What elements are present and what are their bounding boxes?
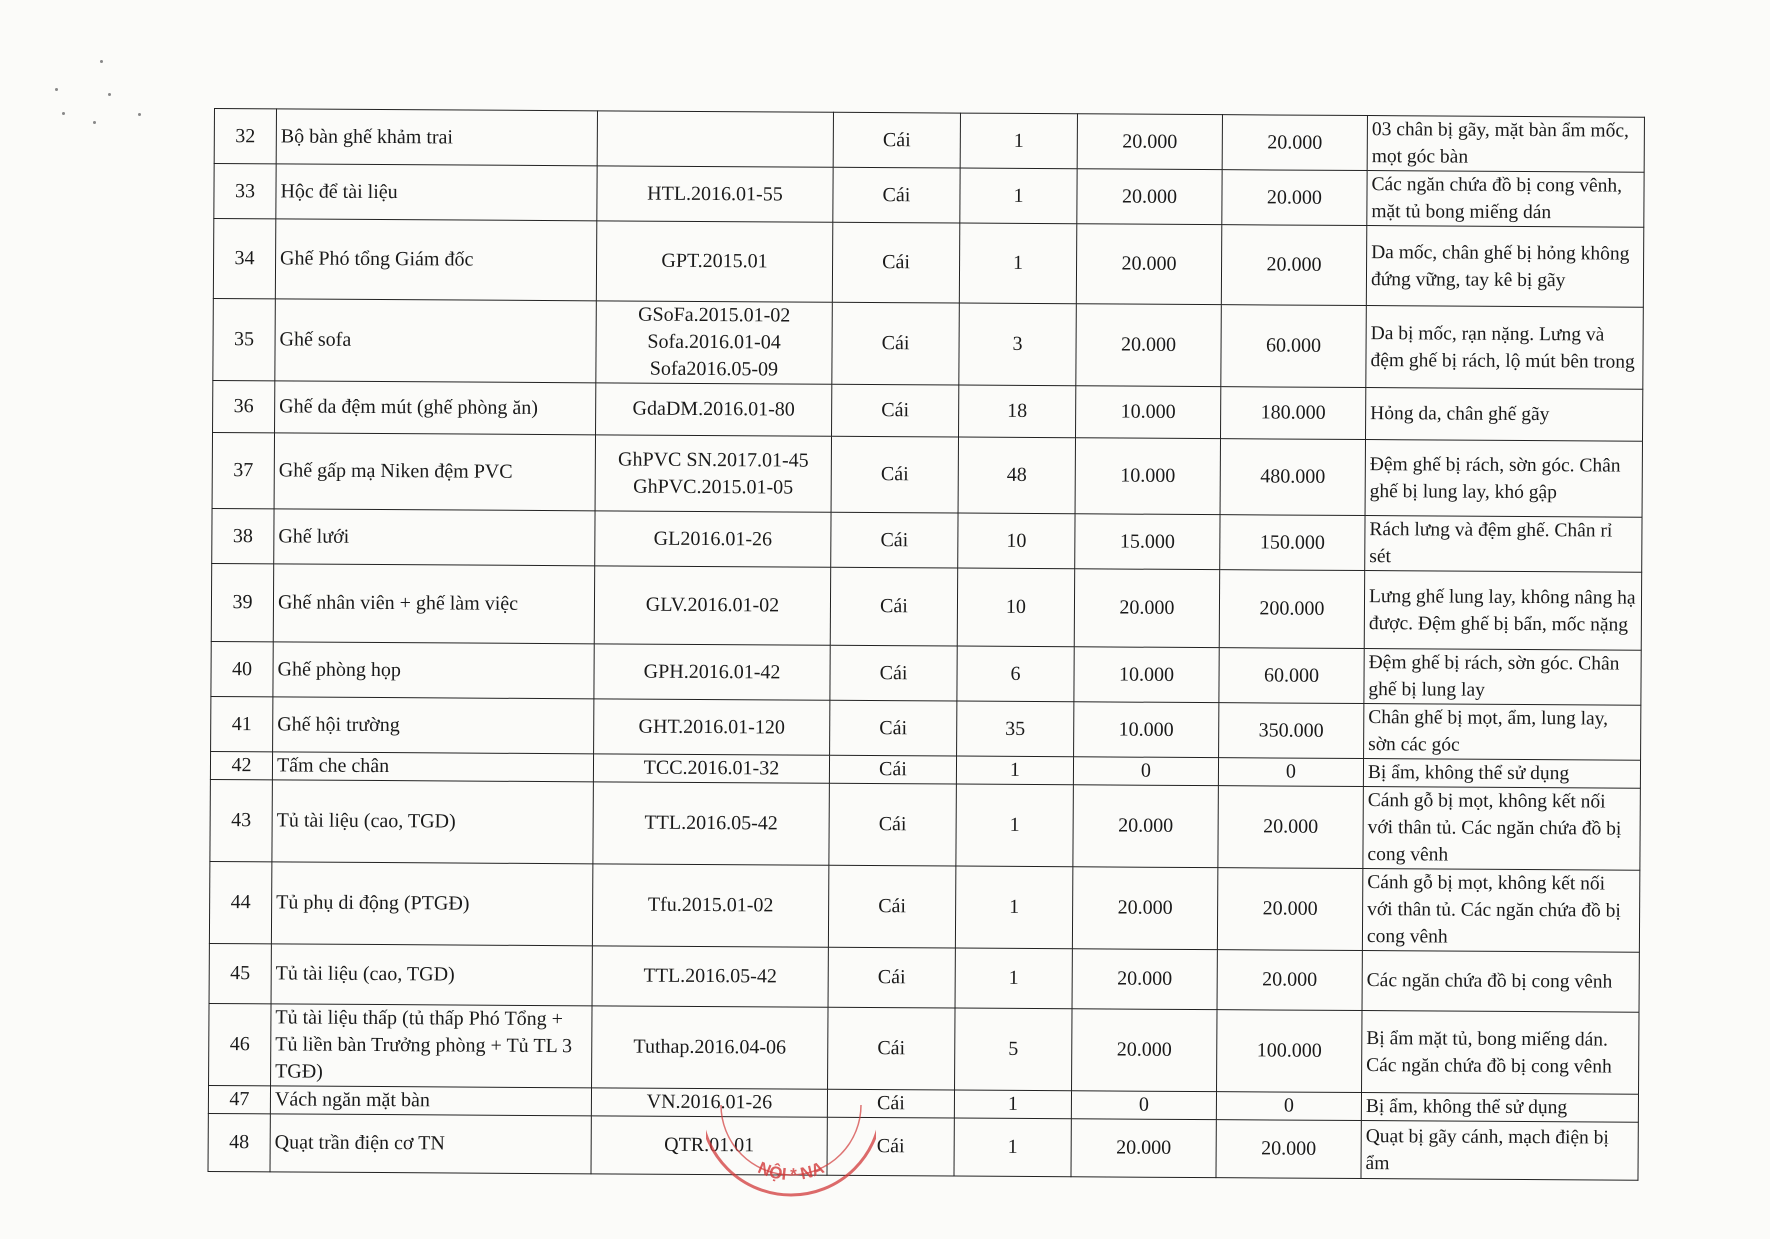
condition-note: Cánh gỗ bị mọt, không kết nối với thân tủ. Các ngăn chứa đồ bị cong vênh — [1363, 787, 1640, 871]
condition-note: Bị ẩm, không thể sử dụng — [1361, 1093, 1638, 1123]
asset-code — [595, 435, 831, 512]
row-number: 33 — [214, 164, 276, 219]
scan-speck — [55, 88, 58, 91]
red-seal-stamp — [706, 1105, 876, 1205]
asset-code — [595, 511, 831, 567]
quantity: 1 — [955, 948, 1072, 1009]
item-name: Ghế nhân viên + ghế làm việc — [273, 564, 594, 644]
unit: Cái — [833, 112, 960, 168]
row-number: 39 — [211, 563, 273, 641]
table-row — [209, 943, 1639, 1012]
asset-code-line: GLV.2016.01-02 — [645, 593, 780, 617]
asset-code — [593, 782, 829, 865]
svg-text:NỘI * NA — [755, 1158, 827, 1184]
unit: Cái — [831, 512, 958, 568]
asset-code-line: GHT.2016.01-120 — [638, 715, 785, 738]
unit-price: 10.000 — [1076, 386, 1221, 439]
scan-speck — [138, 113, 141, 116]
asset-code — [597, 166, 833, 222]
condition-note: Rách lưng và đệm ghế. Chân rỉ sét — [1365, 516, 1642, 573]
table-row — [211, 696, 1641, 760]
item-name: Tấm che chân — [272, 752, 593, 782]
unit-price: 0 — [1071, 1091, 1216, 1120]
asset-code-line: GPT.2015.01 — [661, 249, 768, 273]
item-name: Bộ bàn ghế khảm trai — [276, 109, 597, 166]
item-name: Tủ tài liệu (cao, TGD) — [271, 944, 592, 1006]
unit-price: 20.000 — [1072, 949, 1217, 1010]
condition-note: Da mốc, chân ghế bị hỏng không đứng vững, tay kê bị gãy — [1366, 226, 1643, 308]
item-name: Tủ tài liệu (cao, TGD) — [272, 780, 593, 864]
asset-code-line: GL2016.01-26 — [653, 527, 773, 550]
asset-code-line: Tuthap.2016.04-06 — [633, 1035, 787, 1059]
total-amount: 20.000 — [1218, 786, 1363, 869]
table-row — [209, 861, 1639, 952]
unit-price: 20.000 — [1076, 304, 1221, 387]
total-amount: 100.000 — [1217, 1010, 1362, 1093]
unit: Cái — [828, 947, 955, 1008]
asset-code — [597, 111, 833, 167]
unit-price: 20.000 — [1072, 1009, 1217, 1092]
unit: Cái — [829, 755, 956, 784]
asset-code-line: HTL.2016.01-55 — [647, 182, 783, 205]
asset-code-line: GhPVC SN.2017.01-45 — [617, 447, 809, 472]
total-amount: 480.000 — [1220, 439, 1365, 516]
condition-note: Các ngăn chứa đồ bị cong vênh — [1362, 951, 1639, 1013]
quantity: 1 — [956, 756, 1073, 785]
asset-code — [594, 644, 830, 700]
asset-code — [593, 754, 829, 783]
unit-price: 20.000 — [1074, 569, 1219, 648]
unit: Cái — [827, 1117, 954, 1176]
table-row — [213, 380, 1643, 441]
asset-code-line: VN.2016.01-26 — [646, 1090, 773, 1114]
row-number: 35 — [213, 298, 275, 380]
unit-price: 10.000 — [1074, 647, 1219, 703]
unit: Cái — [828, 1007, 955, 1090]
unit: Cái — [832, 302, 959, 385]
item-name: Tủ tài liệu thấp (tủ thấp Phó Tổng + Tủ liền bàn Trưởng phòng + Tủ TL 3 TGĐ) — [271, 1004, 592, 1088]
quantity: 1 — [956, 784, 1073, 867]
quantity: 48 — [958, 437, 1075, 514]
scan-speck — [62, 112, 65, 115]
asset-code-line: GSoFa.2015.01-02 — [638, 303, 791, 327]
unit-price: 10.000 — [1075, 438, 1220, 515]
unit: Cái — [828, 865, 955, 948]
table-row — [210, 779, 1640, 870]
quantity: 1 — [954, 1090, 1071, 1119]
asset-code — [592, 864, 828, 947]
quantity: 10 — [958, 513, 1075, 569]
row-number: 47 — [208, 1085, 270, 1113]
row-number: 48 — [208, 1113, 270, 1171]
unit-price: 15.000 — [1075, 514, 1220, 570]
table-row — [213, 298, 1643, 389]
condition-note: Bị ẩm, không thể sử dụng — [1363, 759, 1640, 789]
row-number: 45 — [209, 943, 271, 1003]
row-number: 32 — [214, 109, 276, 164]
unit-price: 20.000 — [1076, 224, 1221, 305]
condition-note: Bị ẩm mặt tủ, bong miếng dán. Các ngăn chứa đồ bị cong vênh — [1362, 1011, 1639, 1095]
condition-note: Quạt bị gãy cánh, mạch điện bị ẩm — [1361, 1121, 1638, 1181]
total-amount: 150.000 — [1220, 515, 1365, 571]
asset-code-line: Sofa2016.05-09 — [649, 357, 779, 381]
condition-note: Chân ghế bị mọt, ẩm, lung lay, sờn các góc — [1364, 704, 1641, 761]
unit-price: 20.000 — [1077, 169, 1222, 225]
condition-note: Hỏng da, chân ghế gãy — [1365, 388, 1642, 442]
quantity: 6 — [957, 646, 1074, 702]
stamp-text: NỘI * NA — [755, 1158, 827, 1185]
asset-code — [596, 221, 832, 302]
quantity: 35 — [957, 701, 1074, 757]
row-number: 34 — [213, 219, 275, 299]
condition-note: Đệm ghế bị rách, sờn góc. Chân ghế bị lung lay — [1364, 649, 1641, 706]
unit: Cái — [833, 167, 960, 223]
inventory-table — [208, 108, 1645, 1181]
unit: Cái — [830, 700, 957, 756]
quantity: 1 — [955, 866, 1072, 949]
total-amount: 20.000 — [1222, 115, 1367, 171]
asset-code-line: GhPVC.2015.01-05 — [633, 475, 794, 499]
unit-price: 20.000 — [1072, 867, 1217, 950]
row-number: 37 — [212, 432, 274, 508]
item-name: Hộc để tài liệu — [276, 164, 597, 221]
item-name: Ghế lưới — [274, 509, 595, 566]
asset-code — [592, 946, 828, 1007]
quantity: 18 — [959, 385, 1076, 438]
unit: Cái — [832, 384, 959, 437]
row-number: 41 — [211, 696, 273, 751]
total-amount: 20.000 — [1216, 1120, 1361, 1179]
quantity: 1 — [959, 223, 1076, 304]
total-amount: 20.000 — [1217, 950, 1362, 1011]
item-name: Ghế da đệm mút (ghế phòng ăn) — [275, 381, 596, 435]
total-amount: 180.000 — [1220, 387, 1365, 440]
item-name: Ghế sofa — [275, 299, 596, 383]
item-name: Ghế gấp mạ Niken đệm PVC — [274, 433, 595, 511]
row-number: 43 — [210, 779, 272, 861]
asset-code — [596, 301, 832, 384]
total-amount: 20.000 — [1222, 170, 1367, 226]
unit-price: 20.000 — [1077, 114, 1222, 170]
item-name: Vách ngăn mặt bàn — [270, 1086, 591, 1116]
row-number: 36 — [213, 380, 275, 432]
unit: Cái — [832, 222, 959, 303]
table-row — [212, 508, 1642, 572]
table-row — [213, 219, 1643, 308]
total-amount: 20.000 — [1217, 868, 1362, 951]
asset-code — [594, 566, 830, 645]
quantity: 3 — [959, 303, 1076, 386]
table-row — [211, 563, 1641, 650]
total-amount: 200.000 — [1219, 570, 1364, 649]
table-row — [212, 432, 1642, 517]
table-row — [211, 641, 1641, 705]
unit: Cái — [827, 1089, 954, 1118]
total-amount: 0 — [1218, 758, 1363, 787]
total-amount: 60.000 — [1219, 648, 1364, 704]
asset-code-line — [602, 138, 829, 139]
condition-note: 03 chân bị gãy, mặt bàn ẩm mốc, mọt góc bàn — [1367, 116, 1644, 173]
condition-note: Đệm ghế bị rách, sờn góc. Chân ghế bị lung lay, khó gập — [1365, 440, 1642, 518]
asset-code — [594, 699, 830, 755]
asset-code-line: GdaDM.2016.01-80 — [632, 397, 795, 421]
unit-price: 20.000 — [1073, 785, 1218, 868]
quantity: 5 — [955, 1008, 1072, 1091]
row-number: 46 — [209, 1003, 271, 1085]
row-number: 44 — [209, 861, 271, 943]
table-row — [208, 1113, 1638, 1180]
unit-price: 10.000 — [1074, 702, 1219, 758]
item-name: Ghế hội trường — [273, 697, 594, 754]
condition-note: Da bị mốc, rạn nặng. Lưng và đệm ghế bị rách, lộ mút bên trong — [1366, 306, 1643, 390]
table-row — [209, 1003, 1639, 1094]
table-body — [208, 109, 1644, 1181]
quantity: 1 — [954, 1118, 1071, 1177]
quantity: 10 — [957, 568, 1074, 647]
table-row — [214, 164, 1644, 228]
row-number: 40 — [211, 641, 273, 696]
item-name: Quạt trần điện cơ TN — [270, 1114, 591, 1174]
asset-code-line: TCC.2016.01-32 — [643, 756, 780, 780]
item-name: Tủ phụ di động (PTGĐ) — [271, 862, 592, 946]
asset-code-line: Tfu.2015.01-02 — [647, 893, 774, 917]
scan-speck — [108, 93, 111, 96]
total-amount: 20.000 — [1221, 225, 1366, 306]
asset-code-line: QTR.01.01 — [664, 1133, 755, 1157]
condition-note: Các ngăn chứa đồ bị cong vênh, mặt tủ bong miếng dán — [1367, 171, 1644, 228]
asset-code-line: TTL.2016.05-42 — [644, 811, 778, 835]
table-row — [214, 109, 1644, 173]
asset-code-line: GPH.2016.01-42 — [643, 660, 781, 683]
unit: Cái — [830, 645, 957, 701]
total-amount: 350.000 — [1219, 703, 1364, 759]
unit: Cái — [830, 567, 957, 646]
asset-code — [592, 1006, 828, 1089]
row-number: 38 — [212, 508, 274, 563]
unit: Cái — [831, 436, 958, 513]
condition-note: Cánh gỗ bị mọt, không kết nối với thân tủ. Các ngăn chứa đồ bị cong vênh — [1362, 869, 1639, 953]
total-amount: 60.000 — [1221, 305, 1366, 388]
item-name: Ghế Phó tổng Giám đốc — [275, 219, 596, 301]
unit-price: 0 — [1073, 757, 1218, 786]
unit-price: 20.000 — [1071, 1119, 1216, 1178]
quantity: 1 — [960, 168, 1077, 224]
asset-code — [596, 383, 832, 436]
scan-speck — [93, 121, 96, 124]
quantity: 1 — [960, 113, 1077, 169]
item-name: Ghế phòng họp — [273, 642, 594, 699]
scan-speck — [100, 60, 103, 63]
unit: Cái — [829, 783, 956, 866]
condition-note: Lưng ghế lung lay, không nâng hạ được. Đệm ghế bị bẩn, mốc nặng — [1364, 571, 1641, 651]
asset-code-line: TTL.2016.05-42 — [643, 964, 777, 988]
row-number: 42 — [210, 751, 272, 779]
asset-code-line: Sofa.2016.01-04 — [647, 330, 781, 354]
total-amount: 0 — [1216, 1092, 1361, 1121]
